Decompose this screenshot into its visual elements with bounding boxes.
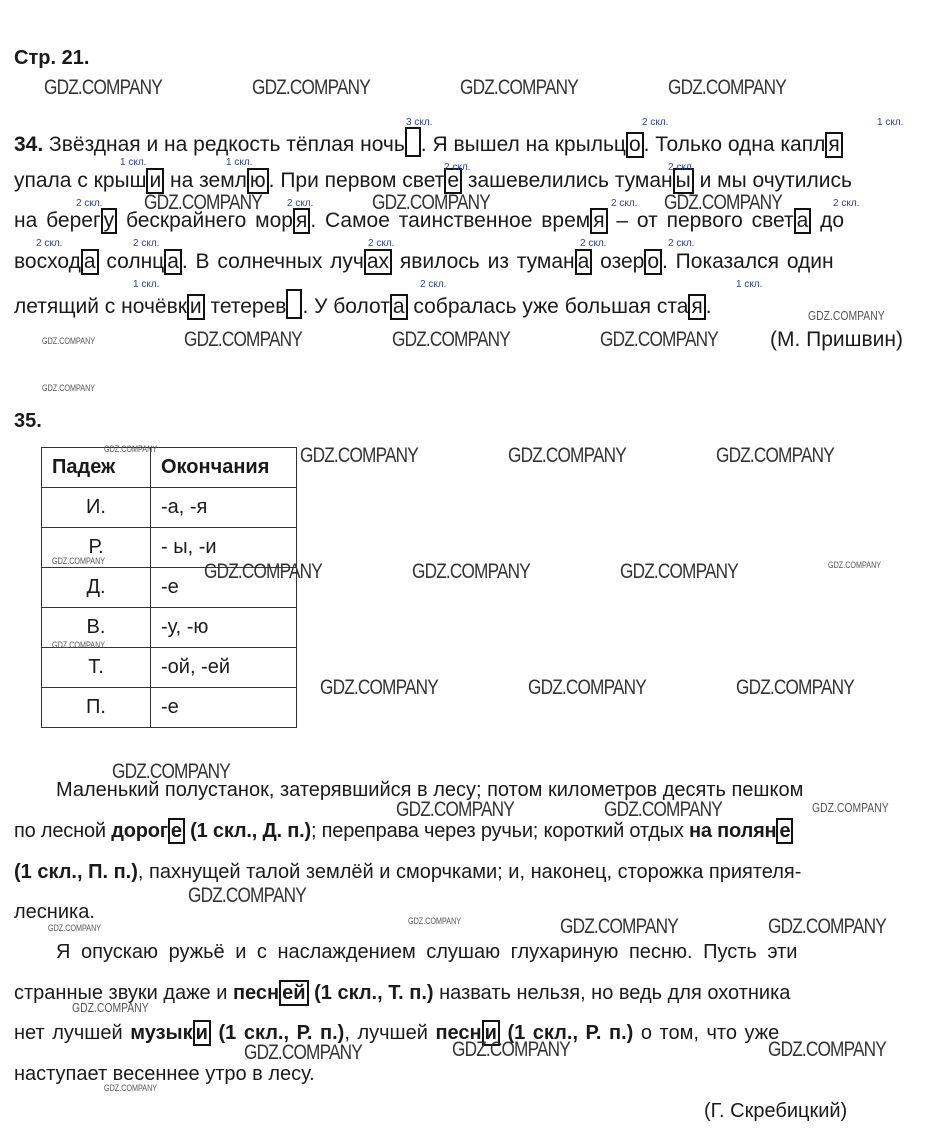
watermark: GDZ.COMPANY: [716, 444, 834, 467]
watermark-small: GDZ.COMPANY: [808, 308, 885, 323]
declension-label: 1 скл.: [877, 117, 904, 128]
watermark-small: GDZ.COMPANY: [72, 1000, 149, 1015]
watermark-small: GDZ.COMPANY: [42, 383, 96, 393]
watermark-small: GDZ.COMPANY: [52, 556, 106, 566]
watermark-small: GDZ.COMPANY: [812, 800, 889, 815]
declension-label: 2 скл.: [444, 162, 471, 173]
watermark: GDZ.COMPANY: [396, 798, 514, 821]
watermark-small: GDZ.COMPANY: [828, 560, 882, 570]
table-header-row: [42, 448, 297, 488]
watermark: GDZ.COMPANY: [668, 76, 786, 99]
p2-line-1: Я опускаю ружьё и с наслаждением слушаю глухариную песню. Пусть эти: [56, 941, 798, 963]
watermark: GDZ.COMPANY: [392, 328, 510, 351]
declension-label: 2 скл.: [668, 238, 695, 249]
ex34-line-3: на берег у бескрайнего мор я . Самое таинственное врем я – от первого свет а до: [14, 209, 845, 232]
watermark: GDZ.COMPANY: [508, 444, 626, 467]
watermark-small: GDZ.COMPANY: [104, 444, 158, 454]
watermark: GDZ.COMPANY: [768, 915, 886, 938]
watermark: GDZ.COMPANY: [204, 560, 322, 583]
declension-label: 2 скл.: [368, 238, 395, 249]
watermark: GDZ.COMPANY: [252, 76, 370, 99]
watermark: GDZ.COMPANY: [320, 676, 438, 699]
declension-label: 1 скл.: [120, 157, 147, 168]
watermark: GDZ.COMPANY: [736, 676, 854, 699]
watermark: GDZ.COMPANY: [528, 676, 646, 699]
watermark: GDZ.COMPANY: [560, 915, 678, 938]
watermark: GDZ.COMPANY: [460, 76, 578, 99]
empty-ending-box: [405, 127, 421, 157]
watermark: GDZ.COMPANY: [620, 560, 738, 583]
table-row: И. -а, -я: [42, 488, 297, 528]
declension-label: 2 скл.: [833, 198, 860, 209]
declension-label: 1 скл.: [133, 279, 160, 290]
declension-label: 2 скл.: [642, 117, 669, 128]
exercise-number: 35.: [14, 410, 42, 432]
watermark: GDZ.COMPANY: [372, 191, 490, 214]
declension-label: 2 скл.: [580, 238, 607, 249]
watermark: GDZ.COMPANY: [300, 444, 418, 467]
author-skrebitsky: (Г. Скребицкий): [704, 1100, 848, 1122]
watermark: GDZ.COMPANY: [144, 191, 262, 214]
watermark: GDZ.COMPANY: [184, 328, 302, 351]
ex34-line-5: летящий с ночёвк и тетерев . У болот а собралась уже большая ста я .: [14, 289, 920, 320]
table-row: В. -у, -ю: [42, 608, 297, 648]
watermark: GDZ.COMPANY: [244, 1041, 362, 1064]
watermark: GDZ.COMPANY: [412, 560, 530, 583]
p2-line-3: нет лучшей музык и (1 скл., Р. п.), лучшей песн и (1 скл., Р. п.) о том, что уже: [14, 1022, 780, 1044]
table-row: Д. -е: [42, 568, 297, 608]
declension-label: 2 скл.: [287, 198, 314, 209]
ex34-line-1: 34. Звёздная и на редкость тёплая ночь . Я вышел на крыльц о . Только одна капл я: [14, 127, 920, 158]
declension-label: 2 скл.: [668, 162, 695, 173]
declension-label: 2 скл.: [133, 238, 160, 249]
author-prishvin: (М. Пришвин): [770, 328, 903, 351]
column-header-endings: Окончания: [151, 448, 297, 488]
p2-line-2: странные звуки даже и песн ей (1 скл., Т. п.) назвать нельзя, но ведь для охотника: [14, 982, 791, 1004]
page-number: Стр. 21.: [14, 47, 90, 69]
p1-line-4: лесника.: [14, 901, 95, 923]
watermark-small: GDZ.COMPANY: [52, 640, 106, 650]
declension-label: 2 скл.: [420, 279, 447, 290]
exercise-number: 34.: [14, 133, 44, 156]
watermark-small: GDZ.COMPANY: [42, 336, 96, 346]
watermark: GDZ.COMPANY: [604, 798, 722, 821]
table-row: П. -е: [42, 688, 297, 728]
watermark: GDZ.COMPANY: [768, 1038, 886, 1061]
declension-label: 1 скл.: [226, 157, 253, 168]
p1-line-2: по лесной дорог е (1 скл., Д. п.); переправа через ручьи; короткий отдых на полян е: [14, 818, 920, 844]
watermark: GDZ.COMPANY: [452, 1038, 570, 1061]
table-row: Р. - ы, -и: [42, 528, 297, 568]
watermark: GDZ.COMPANY: [600, 328, 718, 351]
declension-label: 2 скл.: [36, 238, 63, 249]
declension-label: 2 скл.: [76, 198, 103, 209]
watermark-small: GDZ.COMPANY: [48, 923, 102, 933]
table-row: Т. -ой, -ей: [42, 648, 297, 688]
p1-line-1: Маленький полустанок, затерявшийся в лесу; потом километров десять пешком: [56, 779, 804, 801]
watermark: GDZ.COMPANY: [188, 884, 306, 907]
watermark: GDZ.COMPANY: [664, 191, 782, 214]
case-endings-table: [41, 447, 297, 728]
p2-line-4: наступает весеннее утро в лесу.: [14, 1063, 315, 1085]
declension-label: 1 скл.: [736, 279, 763, 290]
declension-label: 2 скл.: [611, 198, 638, 209]
p1-line-3: (1 скл., П. п.), пахнущей талой землёй и сморчками; и, наконец, сторожка приятеля-: [14, 861, 802, 883]
empty-ending-box: [286, 289, 302, 319]
column-header-case: Падеж: [42, 448, 151, 488]
watermark: GDZ.COMPANY: [112, 760, 230, 783]
ex34-line-2: упала с крыш и на земл ю . При первом свет е зашевелились туман ы и мы очутились: [14, 169, 852, 192]
watermark-small: GDZ.COMPANY: [104, 1083, 158, 1093]
declension-label: 3 скл.: [406, 117, 433, 128]
watermark-small: GDZ.COMPANY: [408, 916, 462, 926]
ex34-line-4: восход а солнц а . В солнечных луч ах явилось из туман а озер о . Показался один: [14, 250, 834, 273]
watermark: GDZ.COMPANY: [44, 76, 162, 99]
